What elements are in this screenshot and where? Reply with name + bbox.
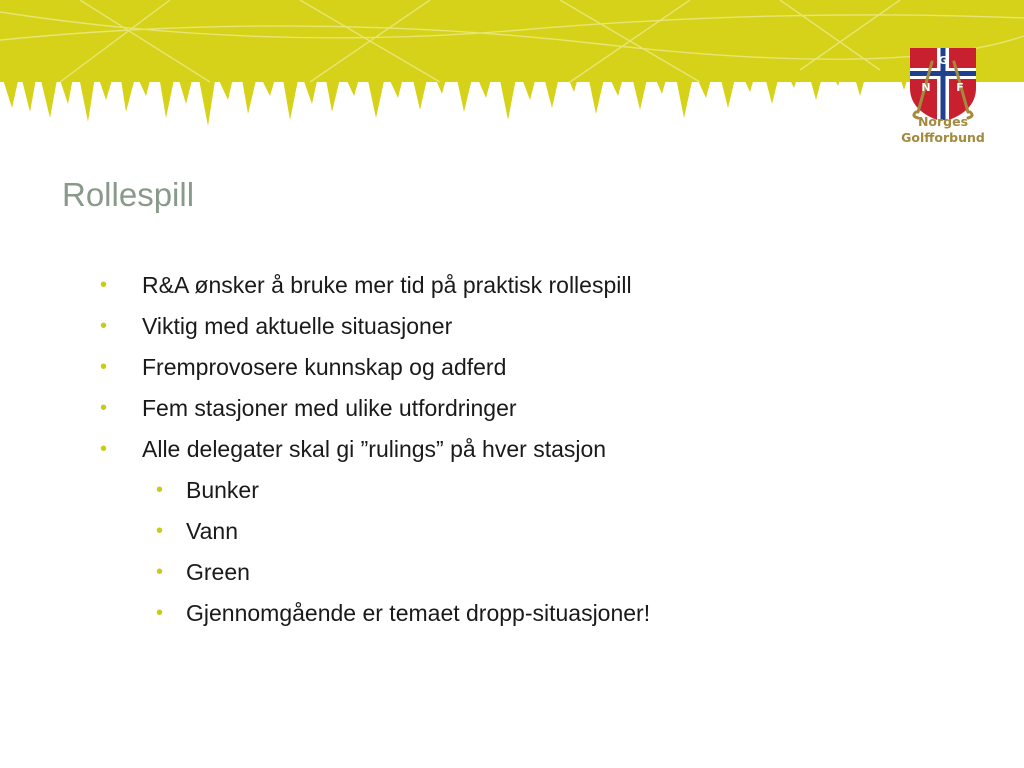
- bullet-text: Vann: [186, 518, 239, 544]
- grass-banner: [0, 0, 1024, 150]
- bullet-dot-icon: •: [100, 438, 108, 460]
- bullet-text: Viktig med aktuelle situasjoner: [142, 313, 453, 339]
- sub-bullet-item: [100, 552, 650, 593]
- bullet-item: [100, 306, 650, 347]
- bullet-dot-icon: •: [156, 561, 164, 583]
- bullet-dot-icon: •: [156, 479, 164, 501]
- bullet-text: Fremprovosere kunnskap og adferd: [142, 354, 507, 380]
- bullet-text: Bunker: [186, 477, 259, 503]
- bullet-dot-icon: •: [100, 397, 108, 419]
- logo-letter-g: G: [938, 54, 948, 67]
- bullet-dot-icon: •: [100, 356, 108, 378]
- sub-bullet-item: [100, 593, 650, 634]
- logo-name-line2: Golfforbund: [901, 130, 985, 145]
- bullet-dot-icon: •: [156, 602, 164, 624]
- bullet-item: [100, 429, 650, 470]
- bullet-dot-icon: •: [156, 520, 164, 542]
- logo-wordmark: [888, 114, 998, 146]
- bullet-item: [100, 265, 650, 306]
- sub-bullet-item: [100, 470, 650, 511]
- bullet-dot-icon: •: [100, 274, 108, 296]
- bullet-text: Fem stasjoner med ulike utfordringer: [142, 395, 517, 421]
- logo-letter-n: N: [921, 81, 931, 94]
- bullet-text: R&A ønsker å bruke mer tid på praktisk rollespill: [142, 272, 632, 298]
- logo-name-line1: Norges: [917, 114, 969, 129]
- bullet-dot-icon: •: [100, 315, 108, 337]
- bullet-text: Green: [186, 559, 250, 585]
- slide-title: Rollespill: [62, 176, 195, 213]
- bullet-text: Gjennomgående er temaet dropp-situasjoner!: [186, 600, 651, 626]
- bullet-item: [100, 388, 650, 429]
- bullet-text: Alle delegater skal gi ”rulings” på hver stasjon: [142, 436, 607, 462]
- bullet-list: [100, 265, 650, 634]
- sub-bullet-item: [100, 511, 650, 552]
- bullet-item: [100, 347, 650, 388]
- logo-letter-f: F: [956, 81, 964, 94]
